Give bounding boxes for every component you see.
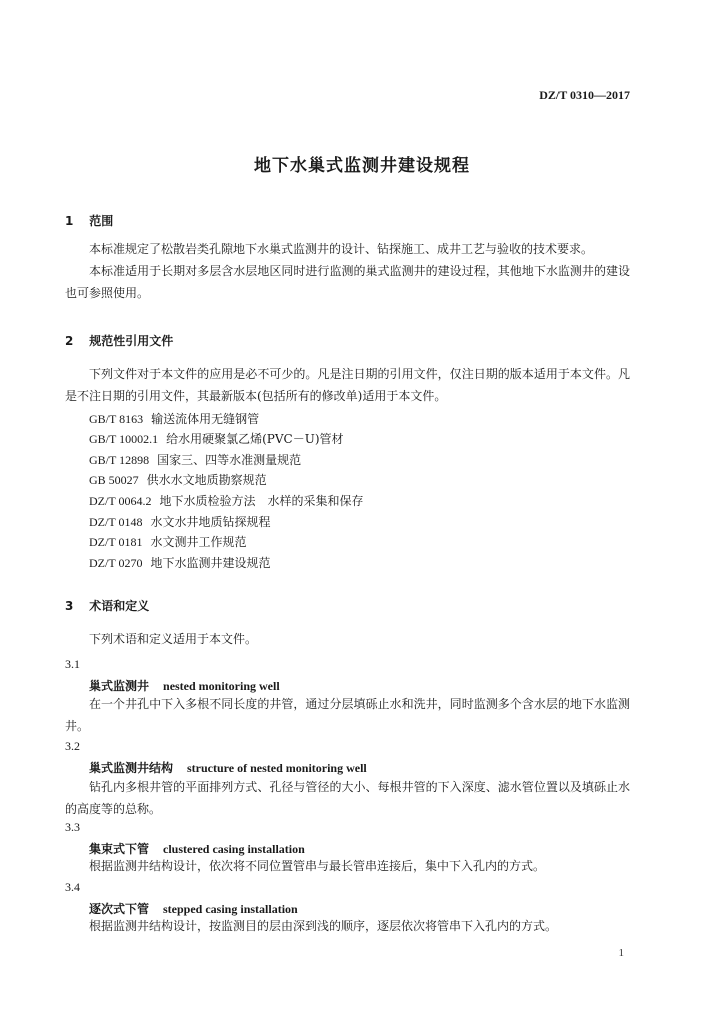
section-number: 1 <box>65 214 74 228</box>
reference-item <box>89 429 344 449</box>
reference-title: 输送流体用无缝钢管 <box>151 412 260 426</box>
section-1-heading <box>65 212 113 229</box>
reference-item <box>89 532 246 552</box>
section-title: 术语和定义 <box>89 599 150 613</box>
reference-code: GB 50027 <box>89 473 139 487</box>
reference-title: 国家三、四等水准测量规范 <box>157 453 302 467</box>
term-number: 3.2 <box>65 739 80 753</box>
reference-item <box>89 512 270 532</box>
section-1-paragraph-2: 本标准适用于长期对多层含水层地区同时进行监测的巢式监测井的建设过程，其他地下水监测井的建设也可参照使用。 <box>65 264 630 300</box>
reference-item <box>89 553 270 573</box>
document-title: 地下水巢式监测井建设规程 <box>254 156 470 176</box>
reference-code: DZ/T 0064.2 <box>89 494 152 508</box>
term-chinese: 巢式监测井 <box>89 679 150 693</box>
reference-item <box>89 450 301 470</box>
section-number: 3 <box>65 599 74 613</box>
term-definition: 钻孔内多根井管的平面排列方式、孔径与管径的大小、每根井管的下入深度、滤水管位置以及填砾止水的高度等的总称。 <box>65 780 630 816</box>
reference-code: DZ/T 0181 <box>89 535 143 549</box>
section-3-heading <box>65 597 149 614</box>
reference-code: GB/T 12898 <box>89 453 150 467</box>
term-english: nested monitoring well <box>163 679 280 693</box>
reference-title: 供水水文地质勘察规范 <box>146 473 267 487</box>
standard-number: DZ/T 0310—2017 <box>539 88 630 102</box>
section-number: 2 <box>65 334 74 348</box>
term-english: clustered casing installation <box>163 842 305 856</box>
section-1-paragraph-1: 本标准规定了松散岩类孔隙地下水巢式监测井的设计、钻探施工、成井工艺与验收的技术要求。 <box>89 242 594 256</box>
term-chinese: 逐次式下管 <box>89 902 150 916</box>
reference-code: DZ/T 0270 <box>89 556 143 570</box>
reference-title: 水文水井地质钻探规程 <box>150 515 271 529</box>
reference-item <box>89 409 259 429</box>
term-heading <box>89 677 280 694</box>
section-2-heading <box>65 332 173 349</box>
reference-title: 地下水监测井建设规范 <box>150 556 271 570</box>
section-2-intro: 下列文件对于本文件的应用是必不可少的。凡是注日期的引用文件，仅注日期的版本适用于本文件。凡是不注日期的引用文件，其最新版本(包括所有的修改单)适用于本文件。 <box>65 367 630 403</box>
term-number: 3.1 <box>65 657 80 671</box>
term-number: 3.3 <box>65 820 80 834</box>
term-chinese: 巢式监测井结构 <box>89 761 174 775</box>
term-definition: 在一个井孔中下入多根不同长度的井管，通过分层填砾止水和洗井，同时监测多个含水层的地下水监测井。 <box>65 697 630 733</box>
reference-title: 给水用硬聚氯乙烯(PVC－U)管材 <box>166 432 344 446</box>
reference-code: GB/T 8163 <box>89 412 144 426</box>
term-chinese: 集束式下管 <box>89 842 150 856</box>
reference-item <box>89 491 363 511</box>
term-english: structure of nested monitoring well <box>187 761 367 775</box>
page-number: 1 <box>618 947 624 959</box>
section-title: 范围 <box>89 214 114 228</box>
reference-title: 地下水质检验方法 水样的采集和保存 <box>159 494 364 508</box>
term-definition: 根据监测井结构设计，依次将不同位置管串与最长管串连接后，集中下入孔内的方式。 <box>89 859 546 873</box>
section-3-intro: 下列术语和定义适用于本文件。 <box>89 632 258 646</box>
reference-code: DZ/T 0148 <box>89 515 143 529</box>
section-title: 规范性引用文件 <box>89 334 174 348</box>
reference-code: GB/T 10002.1 <box>89 432 159 446</box>
term-number: 3.4 <box>65 880 80 894</box>
term-heading <box>89 759 367 776</box>
reference-title: 水文测井工作规范 <box>150 535 247 549</box>
reference-item <box>89 470 267 490</box>
term-definition: 根据监测井结构设计，按监测目的层由深到浅的顺序，逐层依次将管串下入孔内的方式。 <box>89 919 558 933</box>
term-english: stepped casing installation <box>163 902 298 916</box>
